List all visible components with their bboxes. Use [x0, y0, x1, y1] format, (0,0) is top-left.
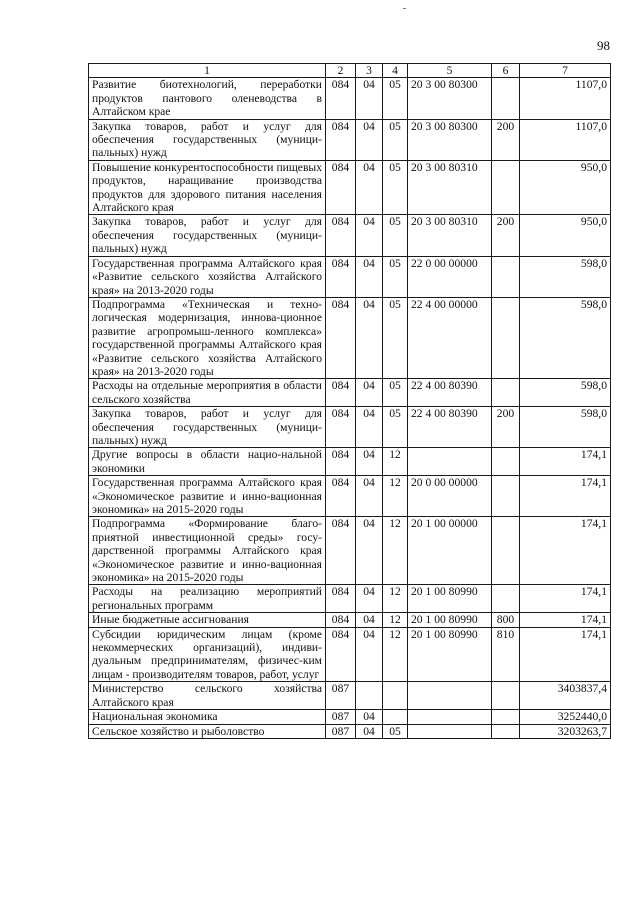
row-ministry-code: 084 [326, 119, 356, 160]
row-expense-type [492, 160, 520, 215]
row-ministry-code: 084 [326, 78, 356, 119]
row-name: Развитие биотехнологий, переработки продуктов пантового оленеводства в Алтайском крае [89, 78, 326, 119]
table-row [89, 613, 611, 627]
row-target-code: 22 4 00 80390 [408, 379, 492, 407]
row-ministry-code: 084 [326, 585, 356, 613]
row-ministry-code: 087 [326, 724, 356, 738]
row-section: 04 [356, 448, 383, 476]
row-subsection: 05 [383, 160, 408, 215]
row-subsection: 05 [383, 256, 408, 297]
row-target-code: 22 4 00 00000 [408, 297, 492, 378]
row-name: Сельское хозяйство и рыболовство [89, 724, 326, 738]
table-row [89, 448, 611, 476]
row-target-code: 20 3 00 80310 [408, 215, 492, 256]
row-subsection: 12 [383, 476, 408, 517]
row-subsection: 05 [383, 724, 408, 738]
row-subsection: 05 [383, 215, 408, 256]
row-expense-type [492, 585, 520, 613]
row-subsection: 05 [383, 407, 408, 448]
header-expense-type: 6 [492, 64, 520, 78]
row-ministry-code: 084 [326, 613, 356, 627]
row-expense-type [492, 379, 520, 407]
row-name: Государственная программа Алтайского края «Экономическое развитие и инно-вационная экономика» на 2015-2020 годы [89, 476, 326, 517]
row-amount: 174,1 [520, 448, 611, 476]
table-row [89, 682, 611, 710]
row-section: 04 [356, 78, 383, 119]
row-subsection: 12 [383, 585, 408, 613]
row-target-code: 20 3 00 80300 [408, 78, 492, 119]
header-subsection: 4 [383, 64, 408, 78]
row-amount: 3252440,0 [520, 710, 611, 724]
row-target-code: 20 1 00 00000 [408, 517, 492, 585]
row-ministry-code: 084 [326, 160, 356, 215]
row-section: 04 [356, 517, 383, 585]
row-subsection: 12 [383, 627, 408, 682]
row-target-code: 20 3 00 80310 [408, 160, 492, 215]
header-amount: 7 [520, 64, 611, 78]
row-target-code [408, 682, 492, 710]
row-subsection: 05 [383, 119, 408, 160]
row-subsection: 05 [383, 297, 408, 378]
row-target-code [408, 448, 492, 476]
row-expense-type [492, 710, 520, 724]
row-target-code: 20 1 00 80990 [408, 613, 492, 627]
table-row [89, 160, 611, 215]
row-section: 04 [356, 119, 383, 160]
scan-mark [403, 8, 406, 9]
row-name: Подпрограмма «Формирование благо-приятной инвестиционной среды» госу-дарственной программы Алтайского края «Экономическое развитие и инно-вационная экономика» на 2015-2020 годы [89, 517, 326, 585]
table-row [89, 627, 611, 682]
row-amount: 174,1 [520, 613, 611, 627]
row-name: Субсидии юридическим лицам (кроме некоммерческих организаций), индиви-дуальным предпринимателям, физичес-ким лицам - производителям товаров, работ, услуг [89, 627, 326, 682]
row-expense-type: 200 [492, 407, 520, 448]
row-subsection: 12 [383, 517, 408, 585]
row-amount: 1107,0 [520, 119, 611, 160]
row-name: Иные бюджетные ассигнования [89, 613, 326, 627]
row-section: 04 [356, 476, 383, 517]
page-number: 98 [597, 38, 610, 53]
row-amount: 174,1 [520, 585, 611, 613]
row-amount: 598,0 [520, 297, 611, 378]
row-amount: 598,0 [520, 379, 611, 407]
row-expense-type [492, 256, 520, 297]
row-target-code [408, 710, 492, 724]
row-amount: 3203263,7 [520, 724, 611, 738]
row-name: Министерство сельского хозяйства Алтайского края [89, 682, 326, 710]
row-name: Государственная программа Алтайского края «Развитие сельского хозяйства Алтайского края» на 2013-2020 годы [89, 256, 326, 297]
budget-table [88, 63, 611, 739]
row-expense-type: 200 [492, 215, 520, 256]
row-expense-type [492, 78, 520, 119]
row-ministry-code: 087 [326, 710, 356, 724]
table-row [89, 407, 611, 448]
row-ministry-code: 084 [326, 407, 356, 448]
table-row [89, 476, 611, 517]
row-name: Повышение конкурентоспособности пищевых продуктов, наращивание производства продуктов для здорового питания населения Алтайского края [89, 160, 326, 215]
row-section: 04 [356, 724, 383, 738]
row-amount: 3403837,4 [520, 682, 611, 710]
row-ministry-code: 087 [326, 682, 356, 710]
row-amount: 598,0 [520, 407, 611, 448]
row-target-code: 22 4 00 80390 [408, 407, 492, 448]
table-row [89, 78, 611, 119]
row-name: Расходы на реализацию мероприятий региональных программ [89, 585, 326, 613]
row-target-code: 20 1 00 80990 [408, 627, 492, 682]
header-name: 1 [89, 64, 326, 78]
row-target-code [408, 724, 492, 738]
row-section: 04 [356, 215, 383, 256]
row-amount: 1107,0 [520, 78, 611, 119]
row-section: 04 [356, 710, 383, 724]
row-amount: 174,1 [520, 476, 611, 517]
row-ministry-code: 084 [326, 476, 356, 517]
row-target-code: 20 1 00 80990 [408, 585, 492, 613]
row-expense-type: 810 [492, 627, 520, 682]
row-expense-type [492, 476, 520, 517]
row-expense-type: 200 [492, 119, 520, 160]
row-subsection [383, 682, 408, 710]
row-section: 04 [356, 379, 383, 407]
row-amount: 174,1 [520, 627, 611, 682]
row-expense-type [492, 297, 520, 378]
table-row [89, 297, 611, 378]
header-target: 5 [408, 64, 492, 78]
row-ministry-code: 084 [326, 215, 356, 256]
row-expense-type [492, 448, 520, 476]
row-subsection: 12 [383, 613, 408, 627]
row-target-code: 20 0 00 00000 [408, 476, 492, 517]
row-name: Подпрограмма «Техническая и техно-логическая модернизация, иннова-ционное развитие агропромыш-ленного комплекса» государственной программы Алтайского края «Развитие сельского хозяйства Алтайского края» на 2013-2020 годы [89, 297, 326, 378]
row-subsection: 05 [383, 78, 408, 119]
row-expense-type [492, 724, 520, 738]
row-name: Другие вопросы в области нацио-нальной экономики [89, 448, 326, 476]
table-row [89, 585, 611, 613]
header-ministry: 2 [326, 64, 356, 78]
row-amount: 950,0 [520, 215, 611, 256]
row-name: Расходы на отдельные мероприятия в области сельского хозяйства [89, 379, 326, 407]
row-target-code: 22 0 00 00000 [408, 256, 492, 297]
row-amount: 950,0 [520, 160, 611, 215]
row-subsection [383, 710, 408, 724]
row-ministry-code: 084 [326, 379, 356, 407]
table-row [89, 256, 611, 297]
row-amount: 174,1 [520, 517, 611, 585]
row-name: Национальная экономика [89, 710, 326, 724]
table-row [89, 119, 611, 160]
row-section: 04 [356, 297, 383, 378]
row-amount: 598,0 [520, 256, 611, 297]
table-body [89, 78, 611, 739]
row-expense-type: 800 [492, 613, 520, 627]
row-ministry-code: 084 [326, 517, 356, 585]
table-row [89, 517, 611, 585]
table-row [89, 215, 611, 256]
row-expense-type [492, 517, 520, 585]
row-subsection: 05 [383, 379, 408, 407]
table-row [89, 710, 611, 724]
row-ministry-code: 084 [326, 256, 356, 297]
row-name: Закупка товаров, работ и услуг для обеспечения государственных (муници-пальных) нужд [89, 407, 326, 448]
table-row [89, 724, 611, 738]
table-row [89, 379, 611, 407]
row-target-code: 20 3 00 80300 [408, 119, 492, 160]
row-name: Закупка товаров, работ и услуг для обеспечения государственных (муници-пальных) нужд [89, 119, 326, 160]
row-section: 04 [356, 256, 383, 297]
row-section [356, 682, 383, 710]
row-section: 04 [356, 160, 383, 215]
row-expense-type [492, 682, 520, 710]
row-ministry-code: 084 [326, 627, 356, 682]
row-name: Закупка товаров, работ и услуг для обеспечения государственных (муници-пальных) нужд [89, 215, 326, 256]
header-row [89, 64, 611, 78]
header-section: 3 [356, 64, 383, 78]
row-section: 04 [356, 627, 383, 682]
row-subsection: 12 [383, 448, 408, 476]
row-ministry-code: 084 [326, 448, 356, 476]
row-ministry-code: 084 [326, 297, 356, 378]
row-section: 04 [356, 585, 383, 613]
row-section: 04 [356, 407, 383, 448]
row-section: 04 [356, 613, 383, 627]
